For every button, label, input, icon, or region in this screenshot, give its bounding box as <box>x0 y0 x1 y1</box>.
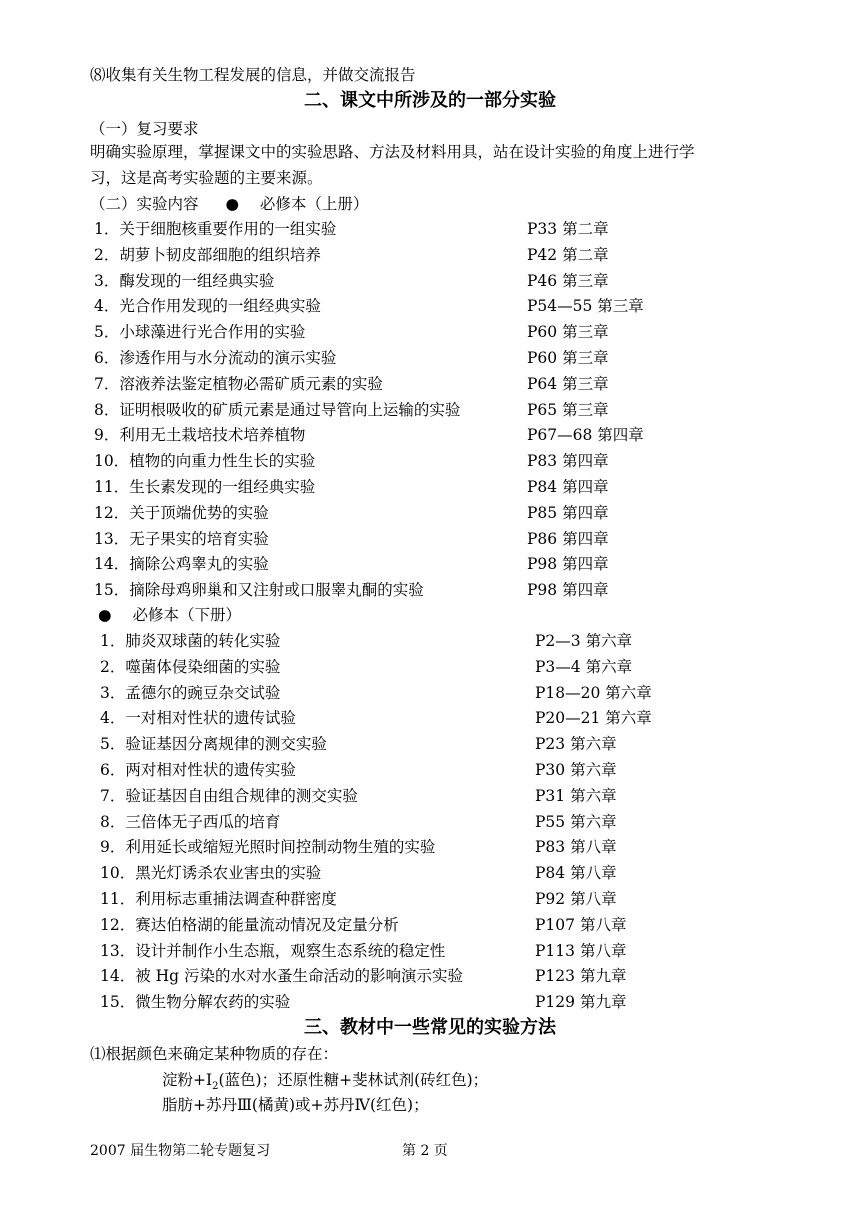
list-item <box>100 682 800 704</box>
list-item <box>100 785 800 807</box>
experiment-name: 5．验证基因分离规律的测交实验 <box>100 735 327 754</box>
experiment-name: 13．无子果实的培育实验 <box>94 529 269 548</box>
list-item <box>100 733 800 755</box>
content-heading-text: （二）实验内容 <box>90 195 199 213</box>
experiment-name: 1．肺炎双球菌的转化实验 <box>100 632 281 650</box>
page-reference: P33 第二章 <box>527 220 609 238</box>
list-item <box>94 579 794 601</box>
experiment-name: 4．光合作用发现的一组经典实验 <box>94 297 321 316</box>
experiment-name: 9．利用无土栽培技术培养植物 <box>94 426 306 445</box>
experiment-name: 14．被 Hg 污染的水对水蚤生命活动的影响演示实验 <box>100 967 464 986</box>
color-test-line-2: 脂肪+苏丹Ⅲ(橘黄)或+苏丹Ⅳ(红色)； <box>162 1096 429 1114</box>
book2-label: 必修本（下册） <box>132 606 241 624</box>
list-item <box>94 450 794 472</box>
page-reference: P65 第三章 <box>527 400 609 419</box>
experiment-name: 2．噬菌体侵染细菌的实验 <box>100 657 281 676</box>
list-item <box>94 244 794 266</box>
experiment-name: 3．酶发现的一组经典实验 <box>94 271 275 290</box>
experiment-name: 12．赛达伯格湖的能量流动情况及定量分析 <box>100 915 399 934</box>
page-reference: P107 第八章 <box>535 915 627 934</box>
experiment-name: 6．渗透作用与水分流动的演示实验 <box>94 349 337 367</box>
list-item <box>100 991 800 1013</box>
experiment-name: 8．三倍体无子西瓜的培育 <box>100 812 281 831</box>
list-item <box>94 295 794 317</box>
color-test-line-1 <box>162 1069 488 1091</box>
experiment-name: 6．两对相对性状的遗传实验 <box>100 761 296 779</box>
list-item <box>94 399 794 421</box>
list-item <box>94 424 794 446</box>
bullet-icon: ● <box>225 195 239 213</box>
experiment-name: 8．证明根吸收的矿质元素是通过导管向上运输的实验 <box>94 400 461 419</box>
list-item <box>100 914 800 936</box>
experiment-name: 14．摘除公鸡睾丸的实验 <box>94 555 269 574</box>
page-reference: P18—20 第六章 <box>535 683 652 702</box>
list-item <box>94 218 794 240</box>
page-reference: P31 第六章 <box>535 786 617 805</box>
footer-title: 2007 届生物第二轮专题复习 <box>90 1143 271 1159</box>
list-item <box>94 321 794 343</box>
experiment-name: 10．植物的向重力性生长的实验 <box>94 452 316 471</box>
list-item <box>94 528 794 550</box>
experiment-name: 3．孟德尔的豌豆杂交试验 <box>100 683 281 702</box>
content-heading <box>90 193 368 215</box>
page-reference: P60 第三章 <box>527 349 609 367</box>
list-item <box>100 940 800 962</box>
page-reference: P54—55 第三章 <box>527 297 644 316</box>
footer-page-number: 第 2 页 <box>402 1143 448 1159</box>
experiment-name: 7．溶液养法鉴定植物必需矿质元素的实验 <box>94 374 383 393</box>
experiment-name: 5．小球藻进行光合作用的实验 <box>94 323 306 342</box>
list-item <box>100 630 800 652</box>
experiment-name: 7．验证基因自由组合规律的测交实验 <box>100 786 358 805</box>
list-item <box>100 707 800 729</box>
experiment-name: 13．设计并制作小生态瓶，观察生态系统的稳定性 <box>100 941 446 960</box>
page-reference: P60 第三章 <box>527 323 609 342</box>
book2-heading <box>98 604 241 626</box>
page-reference: P84 第四章 <box>527 478 609 496</box>
page-reference: P83 第八章 <box>535 838 617 857</box>
page-reference: P2—3 第六章 <box>535 632 633 650</box>
list-item <box>100 888 800 910</box>
list-item <box>94 476 794 498</box>
list-item <box>100 862 800 884</box>
experiment-name: 15．微生物分解农药的实验 <box>100 993 291 1012</box>
list-item <box>94 347 794 369</box>
page-reference: P129 第九章 <box>535 993 627 1012</box>
page-reference: P3—4 第六章 <box>535 657 633 676</box>
experiment-name: 11．利用标志重捕法调查种群密度 <box>100 890 337 908</box>
page-reference: P83 第四章 <box>527 452 609 471</box>
experiment-name: 10．黑光灯诱杀农业害虫的实验 <box>100 864 322 883</box>
page-reference: P46 第三章 <box>527 271 609 290</box>
list-item <box>100 836 800 858</box>
list-item <box>100 656 800 678</box>
experiment-name: 12．关于顶端优势的实验 <box>94 503 269 522</box>
page-reference: P123 第九章 <box>535 967 627 986</box>
experiment-name: 2．胡萝卜韧皮部细胞的组织培养 <box>94 245 321 264</box>
review-text-line-1: 明确实验原理，掌握课文中的实验思路、方法及材料用具，站在设计实验的角度上进行学 <box>90 143 695 161</box>
list-item <box>94 553 794 575</box>
page-reference: P84 第八章 <box>535 864 617 883</box>
color-test-starch: 淀粉+I <box>162 1071 213 1089</box>
list-item <box>100 811 800 833</box>
review-heading: （一）复习要求 <box>90 120 199 138</box>
list-item <box>100 759 800 781</box>
iodine-subscript: 2 <box>212 1081 219 1093</box>
page-reference: P42 第二章 <box>527 245 609 264</box>
method-point-1: ⑴根据颜色来确定某种物质的存在： <box>90 1045 339 1063</box>
review-text-line-2: 习，这是高考实验题的主要来源。 <box>90 169 323 187</box>
page-reference: P113 第八章 <box>535 941 627 960</box>
color-test-sugar: (蓝色)；还原性糖+斐林试剂(砖红色)； <box>218 1071 489 1089</box>
page-reference: P30 第六章 <box>535 761 617 779</box>
book1-label: 必修本（上册） <box>259 195 369 213</box>
list-item <box>100 965 800 987</box>
experiment-name: 11．生长素发现的一组经典实验 <box>94 478 316 496</box>
experiment-name: 9．利用延长或缩短光照时间控制动物生殖的实验 <box>100 838 436 857</box>
page-reference: P55 第六章 <box>535 812 617 831</box>
list-item <box>94 270 794 292</box>
page-reference: P98 第四章 <box>527 555 609 574</box>
page-reference: P67—68 第四章 <box>527 426 644 445</box>
experiment-name: 1．关于细胞核重要作用的一组实验 <box>94 220 337 238</box>
page-reference: P98 第四章 <box>527 581 609 600</box>
page-reference: P92 第八章 <box>535 890 617 908</box>
page-reference: P85 第四章 <box>527 503 609 522</box>
bullet-icon: ● <box>98 606 112 624</box>
page-reference: P64 第三章 <box>527 374 609 393</box>
list-item <box>94 373 794 395</box>
intro-line: ⑻收集有关生物工程发展的信息，并做交流报告 <box>90 66 416 84</box>
page-reference: P23 第六章 <box>535 735 617 754</box>
experiment-name: 15．摘除母鸡卵巢和又注射或口服睾丸酮的实验 <box>94 581 424 600</box>
section3-title: 三、教材中一些常见的实验方法 <box>304 1017 556 1038</box>
experiment-name: 4．一对相对性状的遗传试验 <box>100 709 296 728</box>
page-reference: P86 第四章 <box>527 529 609 548</box>
section2-title: 二、课文中所涉及的一部分实验 <box>304 90 556 111</box>
page-reference: P20—21 第六章 <box>535 709 652 728</box>
list-item <box>94 502 794 524</box>
